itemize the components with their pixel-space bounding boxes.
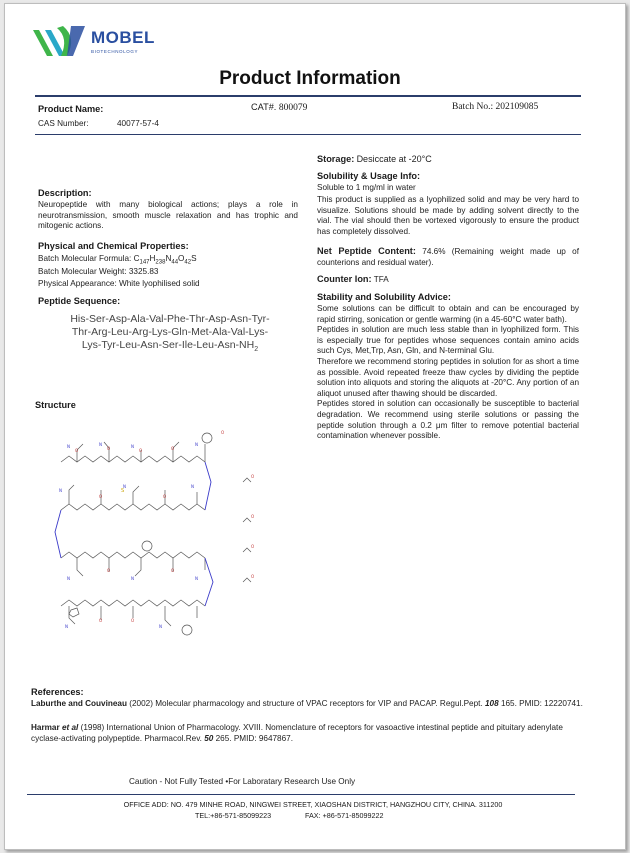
svg-text:N: N	[159, 624, 162, 629]
solubility-text: This product is supplied as a lyophilized solid and may be very hard to visualize. Solutions should be made by adding solvent directly to the vial. The vial should then be vortexed vigorously to ensure the product has completely dissolved.	[317, 195, 579, 236]
header-rule	[35, 134, 581, 135]
telephone: TEL:+86-571-85099223	[195, 811, 272, 820]
product-name-label: Product Name:	[38, 104, 104, 114]
peptide-sequence: His-Ser-Asp-Ala-Val-Phe-Thr-Asp-Asn-Tyr- Thr-Arg-Leu-Arg-Lys-Gln-Met-Ala-Val-Lys- Lys-$Tyr-Leu-Asn-Ser-Ile-Leu-Asn-NH_2$	[70, 313, 270, 354]
batch-number	[452, 102, 538, 112]
svg-text:N: N	[195, 576, 198, 581]
svg-text:O: O	[75, 448, 79, 453]
svg-text:O: O	[251, 514, 255, 519]
company-logo-icon	[31, 22, 91, 62]
svg-text:O: O	[221, 430, 225, 435]
stability-advice	[317, 304, 579, 442]
cat-label: CAT#.	[251, 102, 277, 112]
page-title: Product Information	[219, 68, 401, 89]
chemical-structure-image	[51, 422, 261, 648]
svg-text:N: N	[65, 624, 68, 629]
stability-paragraph: Some solutions can be difficult to obtain and can be encouraged by rapid stirring, sonication or gentle warming (in a 45-60°C water bath).	[317, 304, 579, 324]
molecular-formula: Batch Molecular Formula: $C_{147}H_{238}N_{44}O_{42}S$	[38, 254, 197, 266]
svg-text:O: O	[107, 568, 111, 573]
net-peptide-label: Net Peptide Content:	[317, 246, 416, 256]
title-rule	[35, 95, 581, 97]
solubility-label: Solubility & Usage Info:	[317, 171, 421, 181]
caution-text: Caution - Not Fully Tested •For Laboratary Research Use Only	[129, 777, 356, 786]
svg-text:O: O	[139, 448, 143, 453]
svg-text:O: O	[251, 544, 255, 549]
counter-ion	[317, 274, 389, 286]
svg-text:N: N	[191, 484, 194, 489]
stability-label: Stability and Solubility Advice:	[317, 292, 451, 302]
cat-number	[251, 102, 307, 113]
svg-text:O: O	[251, 474, 255, 479]
counter-ion-value: TFA	[373, 275, 389, 284]
stability-paragraph: Therefore we recommend storing peptides in solution for as short a time as possible. Avoid repeated freeze thaw cycles by dividing the peptide solution into aliquots and storing the aliquots at -20°C. Any portion of an aliquot unused after thawing should be discarded.	[317, 356, 579, 398]
storage	[317, 154, 579, 166]
svg-text:O: O	[131, 618, 135, 623]
svg-text:N: N	[123, 484, 126, 489]
svg-text:O: O	[107, 446, 111, 451]
svg-text:N: N	[195, 442, 198, 447]
document-page	[4, 3, 626, 850]
svg-text:O: O	[251, 574, 255, 579]
svg-text:O: O	[99, 494, 103, 499]
svg-text:N: N	[131, 576, 134, 581]
solubility-value: Soluble to 1 mg/ml in water	[317, 183, 416, 192]
footer-rule	[27, 794, 575, 795]
svg-text:N: N	[59, 488, 62, 493]
description-label: Description:	[38, 188, 92, 198]
storage-label: Storage:	[317, 154, 355, 164]
references-label: References:	[31, 687, 84, 697]
stability-paragraph: Peptides in solution are much less stable than in lyophilized form. This is especially true for peptides whose sequences contain amino acids such Cys, Met,Trp, Asn, Gln, and N-terminal Glu.	[317, 325, 579, 356]
batch-label: Batch No.:	[452, 102, 494, 112]
structure-label: Structure	[35, 400, 76, 410]
svg-text:N: N	[131, 444, 134, 449]
cat-value: 800079	[278, 103, 308, 113]
stability-paragraph: Peptides stored in solution can occasionally be susceptible to bacterial degradation. We recommend using sterile solutions or passing the peptide solution through a 0.2 μm filter to remove potential bacterial contamination whenever possible.	[317, 399, 579, 441]
logo-text: MOBEL	[91, 28, 155, 47]
svg-text:O: O	[171, 568, 175, 573]
svg-text:S: S	[121, 488, 125, 494]
net-peptide-text: 74.6% (Remaining weight made up of counterions and residual water).	[317, 247, 579, 267]
storage-value: Desiccate at -20°C	[356, 154, 432, 164]
batch-value: 202109085	[495, 102, 539, 112]
description-text: Neuropeptide with many biological actions; plays a role in neurotransmission, smooth muscle relaxation and has trophic and mitogenic actions.	[38, 200, 298, 231]
office-address: OFFICE ADD: NO. 479 MINHE ROAD, NINGWEI STREET, XIAOSHAN DISTRICT, HANGZHOU CITY, CHINA. 311200	[123, 800, 503, 809]
sequence-label: Peptide Sequence:	[38, 296, 121, 306]
svg-text:O: O	[99, 618, 103, 623]
reference-2: Harmar et al (1998) International Union of Pharmacology. XVIII. Nomenclature of receptors for vasoactive intestinal peptide and pituitary adenylate cyclase-activating polypeptide. Pharmacol.Rev. 50 265. PMID: 9647867.	[31, 723, 563, 743]
svg-text:N: N	[67, 576, 70, 581]
reference-1: Laburthe and Couvineau (2002) Molecular pharmacology and structure of VPAC receptors for VIP and PACAP. Regul.Pept. 108 165. PMID: 12220741.	[31, 699, 583, 708]
cas-value: 40077-57-4	[117, 119, 159, 128]
counter-ion-label: Counter Ion:	[317, 274, 372, 284]
properties-label: Physical and Chemical Properties:	[38, 241, 189, 251]
cas-label: CAS Number:	[38, 119, 89, 128]
molecular-weight: Batch Molecular Weight: 3325.83	[38, 267, 159, 276]
physical-appearance: Physical Appearance: White lyophilised solid	[38, 279, 200, 288]
svg-text:O: O	[171, 446, 175, 451]
svg-text:N: N	[99, 442, 102, 447]
svg-text:N: N	[67, 444, 70, 449]
net-peptide-content	[317, 246, 579, 268]
fax: FAX: +86-571-85099222	[305, 811, 384, 820]
logo-subtext: BIOTECHNOLOGY	[91, 49, 139, 54]
svg-text:O: O	[163, 494, 167, 499]
